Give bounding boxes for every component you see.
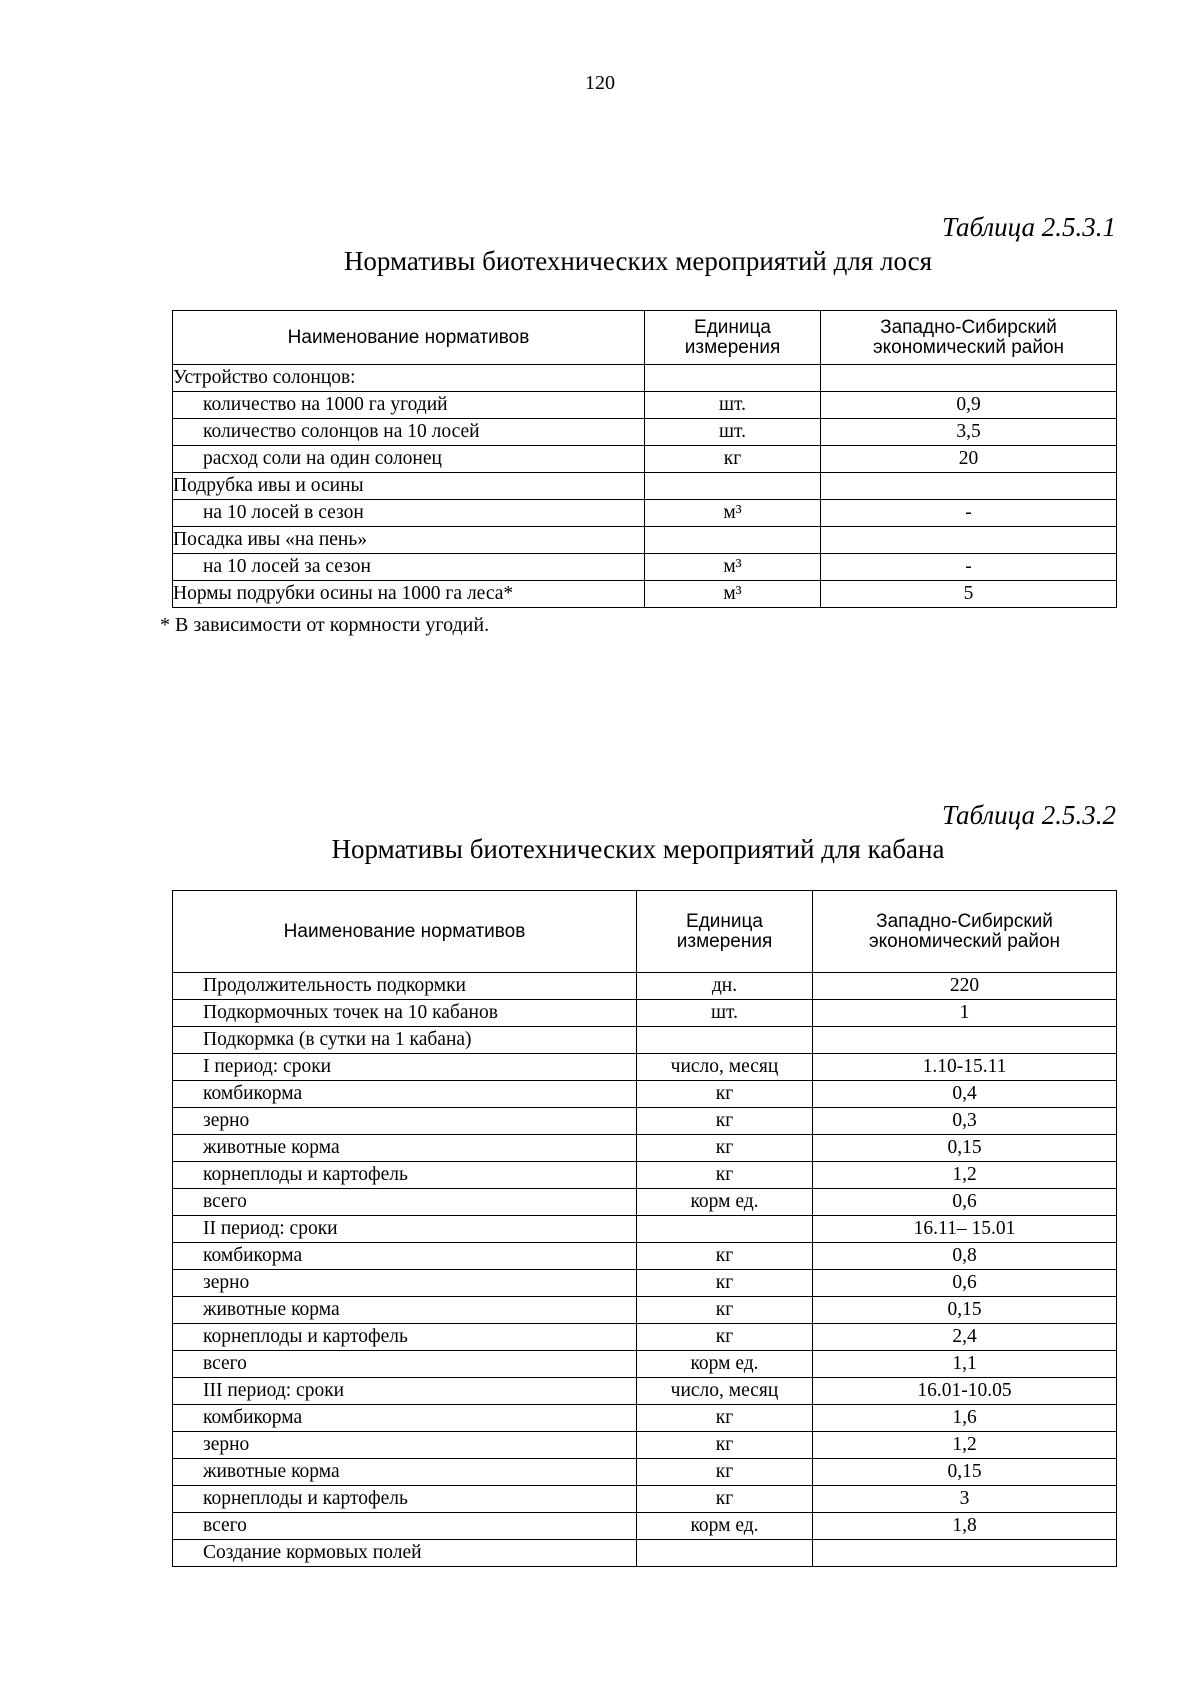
- table2-cell-value: 0,8: [813, 1243, 1117, 1270]
- table1-cell-name: количество солонцов на 10 лосей: [173, 419, 645, 446]
- table2-row: [173, 1378, 1117, 1405]
- table1-cell-name: на 10 лосей за сезон: [173, 554, 645, 581]
- table2-cell-unit: кг: [637, 1162, 813, 1189]
- table1-cell-unit: [645, 527, 821, 554]
- table1-row: [173, 446, 1117, 473]
- table2-cell-unit: дн.: [637, 973, 813, 1000]
- table2-cell-name: I период: сроки: [173, 1054, 637, 1081]
- table2-cell-name: корнеплоды и картофель: [173, 1162, 637, 1189]
- table1-row: [173, 419, 1117, 446]
- table2-cell-unit: корм ед.: [637, 1513, 813, 1540]
- table1-row: [173, 500, 1117, 527]
- table1-cell-value: -: [821, 500, 1117, 527]
- table2-cell-value: 1,8: [813, 1513, 1117, 1540]
- table1-cell-name: Подрубка ивы и осины: [173, 473, 645, 500]
- table2-cell-value: 1: [813, 1000, 1117, 1027]
- table2-cell-unit: кг: [637, 1135, 813, 1162]
- table1-cell-value: -: [821, 554, 1117, 581]
- table1-cell-value: [821, 473, 1117, 500]
- table2-cell-value: 1,2: [813, 1432, 1117, 1459]
- table2-row: [173, 1108, 1117, 1135]
- table2-cell-value: 0,4: [813, 1081, 1117, 1108]
- table1: [172, 310, 1117, 608]
- table2-cell-unit: кг: [637, 1243, 813, 1270]
- table2-cell-value: 2,4: [813, 1324, 1117, 1351]
- table2-cell-name: Подкормочных точек на 10 кабанов: [173, 1000, 637, 1027]
- table2-row: [173, 1405, 1117, 1432]
- table2-row: [173, 1162, 1117, 1189]
- table2-row: [173, 1054, 1117, 1081]
- table2-header-name: Наименование нормативов: [173, 891, 637, 973]
- table1-cell-name: Посадка ивы «на пень»: [173, 527, 645, 554]
- table1-header-row: [173, 311, 1117, 365]
- table2-row: [173, 1540, 1117, 1567]
- table1-cell-value: 5: [821, 581, 1117, 608]
- table2-cell-value: 1,1: [813, 1351, 1117, 1378]
- table1-cell-unit: кг: [645, 446, 821, 473]
- table2-row: [173, 1297, 1117, 1324]
- table2: [172, 890, 1117, 1567]
- table1-row: [173, 527, 1117, 554]
- table2-row: [173, 1081, 1117, 1108]
- table2-cell-unit: шт.: [637, 1000, 813, 1027]
- table2-cell-unit: кг: [637, 1081, 813, 1108]
- table2-header-row: [173, 891, 1117, 973]
- table2-row: [173, 1000, 1117, 1027]
- table1-cell-name: Устройство солонцов:: [173, 365, 645, 392]
- table1-cell-value: 20: [821, 446, 1117, 473]
- table2-cell-value: 0,15: [813, 1297, 1117, 1324]
- table2-cell-name: всего: [173, 1189, 637, 1216]
- page-number: 120: [585, 72, 615, 94]
- table1-row: [173, 473, 1117, 500]
- table2-header-unit: Единица измерения: [637, 891, 813, 973]
- table1-cell-unit: шт.: [645, 419, 821, 446]
- table2-cell-unit: кг: [637, 1108, 813, 1135]
- table2-cell-value: 220: [813, 973, 1117, 1000]
- table2-cell-name: комбикорма: [173, 1405, 637, 1432]
- table2-cell-value: 3: [813, 1486, 1117, 1513]
- table2-cell-unit: корм ед.: [637, 1189, 813, 1216]
- table2-row: [173, 1027, 1117, 1054]
- table2-cell-name: III период: сроки: [173, 1378, 637, 1405]
- table2-cell-value: [813, 1540, 1117, 1567]
- table1-cell-value: 0,9: [821, 392, 1117, 419]
- table2-row: [173, 1459, 1117, 1486]
- table2-cell-unit: кг: [637, 1486, 813, 1513]
- table2-cell-name: зерно: [173, 1108, 637, 1135]
- table1-cell-unit: м³: [645, 554, 821, 581]
- table1-title: Нормативы биотехнических мероприятий для лося: [343, 246, 933, 276]
- table1-cell-unit: шт.: [645, 392, 821, 419]
- table2-cell-unit: кг: [637, 1432, 813, 1459]
- table1-cell-unit: м³: [645, 581, 821, 608]
- table1-cell-unit: [645, 365, 821, 392]
- table2-row: [173, 1270, 1117, 1297]
- table2-cell-unit: корм ед.: [637, 1351, 813, 1378]
- table2-cell-name: Подкормка (в сутки на 1 кабана): [173, 1027, 637, 1054]
- table2-cell-name: зерно: [173, 1270, 637, 1297]
- table2-cell-value: 1,6: [813, 1405, 1117, 1432]
- table1-row: [173, 392, 1117, 419]
- table1-row: [173, 365, 1117, 392]
- table2-cell-name: корнеплоды и картофель: [173, 1486, 637, 1513]
- table2-row: [173, 973, 1117, 1000]
- table2-cell-value: 0,15: [813, 1459, 1117, 1486]
- table2-cell-unit: кг: [637, 1324, 813, 1351]
- table2-cell-name: животные корма: [173, 1297, 637, 1324]
- table1-row: [173, 554, 1117, 581]
- table2-row: [173, 1513, 1117, 1540]
- table2-cell-unit: [637, 1027, 813, 1054]
- table2-cell-unit: кг: [637, 1459, 813, 1486]
- table1-cell-name: Нормы подрубки осины на 1000 га леса*: [173, 581, 645, 608]
- table2-caption: Таблица 2.5.3.2: [941, 800, 1116, 830]
- table2-cell-name: II период: сроки: [173, 1216, 637, 1243]
- table2-cell-value: [813, 1027, 1117, 1054]
- table2-cell-unit: кг: [637, 1405, 813, 1432]
- table2-cell-name: Создание кормовых полей: [173, 1540, 637, 1567]
- table1-note: * В зависимости от кормности угодий.: [160, 614, 490, 636]
- table1-cell-value: [821, 527, 1117, 554]
- table2-row: [173, 1216, 1117, 1243]
- table2-cell-value: 1.10-15.11: [813, 1054, 1117, 1081]
- table2-cell-value: 1,2: [813, 1162, 1117, 1189]
- table1-header-unit: Единица измерения: [645, 311, 821, 365]
- table2-cell-unit: [637, 1540, 813, 1567]
- table2-cell-value: 16.01-10.05: [813, 1378, 1117, 1405]
- table2-cell-name: комбикорма: [173, 1243, 637, 1270]
- table2-cell-value: 0,15: [813, 1135, 1117, 1162]
- table2-row: [173, 1432, 1117, 1459]
- table1-cell-value: 3,5: [821, 419, 1117, 446]
- table2-cell-name: животные корма: [173, 1135, 637, 1162]
- table2-cell-unit: число, месяц: [637, 1054, 813, 1081]
- table1-row: [173, 581, 1117, 608]
- table2-row: [173, 1135, 1117, 1162]
- table2-cell-value: 0,6: [813, 1189, 1117, 1216]
- table1-header-name: Наименование нормативов: [173, 311, 645, 365]
- table2-cell-name: корнеплоды и картофель: [173, 1324, 637, 1351]
- table2-cell-unit: кг: [637, 1297, 813, 1324]
- table2-row: [173, 1189, 1117, 1216]
- table1-cell-name: расход соли на один солонец: [173, 446, 645, 473]
- table2-cell-value: 16.11– 15.01: [813, 1216, 1117, 1243]
- table2-row: [173, 1243, 1117, 1270]
- table1-cell-unit: м³: [645, 500, 821, 527]
- table2-cell-value: 0,6: [813, 1270, 1117, 1297]
- table2-cell-name: животные корма: [173, 1459, 637, 1486]
- table2-cell-name: Продолжительность подкормки: [173, 973, 637, 1000]
- table1-cell-name: на 10 лосей в сезон: [173, 500, 645, 527]
- table2-cell-unit: число, месяц: [637, 1378, 813, 1405]
- table2-cell-value: 0,3: [813, 1108, 1117, 1135]
- table2-header-region: Западно-Сибирский экономический район: [813, 891, 1117, 973]
- table2-cell-unit: кг: [637, 1270, 813, 1297]
- table2-cell-unit: [637, 1216, 813, 1243]
- table1-cell-unit: [645, 473, 821, 500]
- table1-cell-value: [821, 365, 1117, 392]
- table2-row: [173, 1351, 1117, 1378]
- table1-cell-name: количество на 1000 га угодий: [173, 392, 645, 419]
- table2-title: Нормативы биотехнических мероприятий для кабана: [331, 834, 945, 864]
- table2-cell-name: комбикорма: [173, 1081, 637, 1108]
- table2-row: [173, 1486, 1117, 1513]
- table2-cell-name: всего: [173, 1351, 637, 1378]
- table2-cell-name: всего: [173, 1513, 637, 1540]
- table2-row: [173, 1324, 1117, 1351]
- table2-cell-name: зерно: [173, 1432, 637, 1459]
- table1-header-region: Западно-Сибирский экономический район: [821, 311, 1117, 365]
- table1-caption: Таблица 2.5.3.1: [941, 212, 1116, 242]
